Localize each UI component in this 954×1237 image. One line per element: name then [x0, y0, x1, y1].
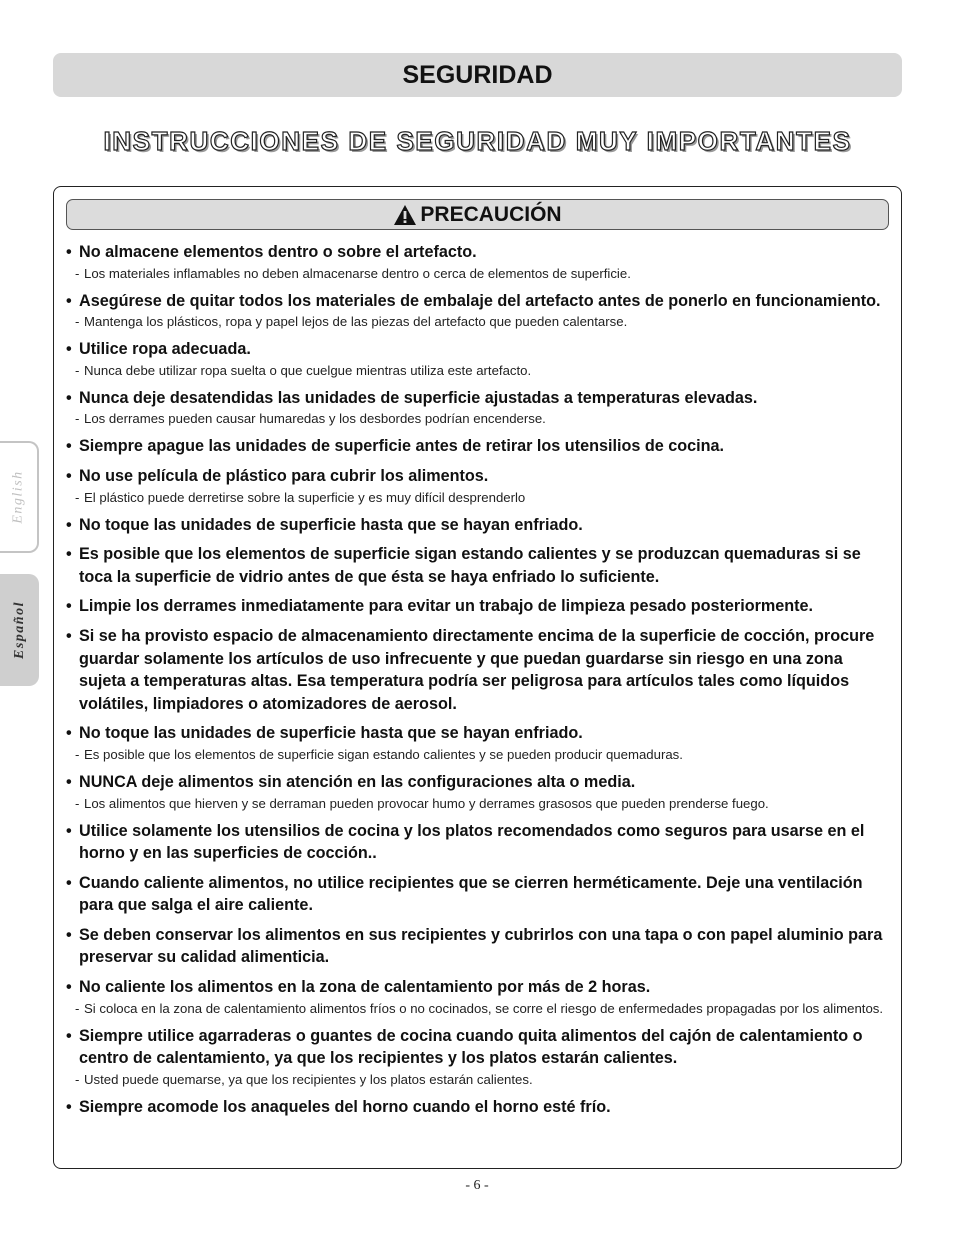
list-item: [66, 1025, 891, 1089]
instruction-text: • No toque las unidades de superficie hasta que se hayan enfriado.: [66, 514, 891, 537]
instruction-text: • Utilice solamente los utensilios de cocina y los platos recomendados como seguros para usarse en el horno y en las superficies de cocción..: [66, 820, 891, 865]
instruction-text: • Siempre acomode los anaqueles del horno cuando el horno esté frío.: [66, 1096, 891, 1119]
section-title: SEGURIDAD: [402, 60, 553, 89]
instruction-note: - Si coloca en la zona de calentamiento alimentos fríos o no cocinados, se corre el riesgo de enfermedades propagadas por los alimentos.: [66, 1000, 891, 1018]
list-item: [66, 543, 891, 588]
list-item: [66, 625, 891, 715]
list-item: [66, 241, 891, 283]
instruction-text: • Siempre utilice agarraderas o guantes de cocina cuando quita alimentos del cajón de calentamiento o centro de calentamiento, ya que los recipientes y los platos estarán calientes.: [66, 1025, 891, 1070]
list-item: [66, 514, 891, 537]
tab-espanol[interactable]: [0, 574, 39, 686]
section-header: [53, 53, 902, 97]
instruction-text: • Asegúrese de quitar todos los materiales de embalaje del artefacto antes de ponerlo en funcionamiento.: [66, 290, 891, 313]
instruction-text: • Es posible que los elementos de superficie sigan estando calientes y se produzcan quemaduras si se toca la superficie de vidrio antes de que ésta se haya enfriado lo suficiente.: [66, 543, 891, 588]
instruction-text: • Si se ha provisto espacio de almacenamiento directamente encima de la superficie de cocción, procure guardar solamente los artículos de uso infrecuente y que puedan guardarse sin riesgo en una zona sujeta a temperaturas altas. Esa temperatura podría ser peligrosa para artículos tales como líquidos volátiles, limpiadores o atomizadores de aerosol.: [66, 625, 891, 715]
instruction-note: - Nunca debe utilizar ropa suelta o que cuelgue mientras utiliza este artefacto.: [66, 362, 891, 380]
instruction-note: - El plástico puede derretirse sobre la superficie y es muy difícil desprenderlo: [66, 489, 891, 507]
list-item: [66, 924, 891, 969]
list-item: [66, 872, 891, 917]
instruction-note: - Los derrames pueden causar humaredas y los desbordes podrían encenderse.: [66, 410, 891, 428]
instruction-text: • No use película de plástico para cubrir los alimentos.: [66, 465, 891, 488]
tab-espanol-label: Español: [11, 601, 27, 659]
list-item: [66, 771, 891, 813]
list-item: [66, 338, 891, 380]
instruction-note: - Los materiales inflamables no deben almacenarse dentro o cerca de elementos de superficie.: [66, 265, 891, 283]
list-item: [66, 976, 891, 1018]
instruction-text: • No toque las unidades de superficie hasta que se hayan enfriado.: [66, 722, 891, 745]
list-item: [66, 387, 891, 429]
list-item: [66, 820, 891, 865]
instruction-note: - Los alimentos que hierven y se derraman pueden provocar humo y derrames grasosos que pueden prenderse fuego.: [66, 795, 891, 813]
tab-english-label: English: [10, 470, 26, 524]
instruction-text: • Utilice ropa adecuada.: [66, 338, 891, 361]
warning-triangle-icon: [393, 204, 417, 226]
list-item: [66, 1096, 891, 1119]
instruction-text: • No caliente los alimentos en la zona de calentamiento por más de 2 horas.: [66, 976, 891, 999]
caution-bar: [66, 199, 889, 230]
instruction-text: • No almacene elementos dentro o sobre el artefacto.: [66, 241, 891, 264]
tab-english[interactable]: [0, 441, 39, 553]
page-number: - 6 -: [465, 1178, 489, 1193]
instruction-text: • Nunca deje desatendidas las unidades de superficie ajustadas a temperaturas elevadas.: [66, 387, 891, 410]
instruction-note: - Es posible que los elementos de superficie sigan estando calientes y se pueden producir quemaduras.: [66, 746, 891, 764]
instruction-text: • Se deben conservar los alimentos en sus recipientes y cubrirlos con una tapa o con papel aluminio para preservar su calidad alimenticia.: [66, 924, 891, 969]
list-item: [66, 290, 891, 332]
caution-label: PRECAUCIÓN: [420, 202, 562, 226]
safety-instructions-list: [66, 241, 891, 1125]
instruction-text: • NUNCA deje alimentos sin atención en las configuraciones alta o media.: [66, 771, 891, 794]
instruction-note: - Usted puede quemarse, ya que los recipientes y los platos estarán calientes.: [66, 1071, 891, 1089]
list-item: [66, 465, 891, 507]
instructions-banner-title: INSTRUCCIONES DE SEGURIDAD MUY IMPORTANTES: [103, 126, 852, 156]
instruction-note: - Mantenga los plásticos, ropa y papel lejos de las piezas del artefacto que pueden calentarse.: [66, 313, 891, 331]
list-item: [66, 595, 891, 618]
list-item: [66, 435, 891, 458]
list-item: [66, 722, 891, 764]
instruction-text: • Limpie los derrames inmediatamente para evitar un trabajo de limpieza pesado posteriormente.: [66, 595, 891, 618]
instruction-text: • Cuando caliente alimentos, no utilice recipientes que se cierren herméticamente. Deje una ventilación para que salga el aire caliente.: [66, 872, 891, 917]
instruction-text: • Siempre apague las unidades de superficie antes de retirar los utensilios de cocina.: [66, 435, 891, 458]
